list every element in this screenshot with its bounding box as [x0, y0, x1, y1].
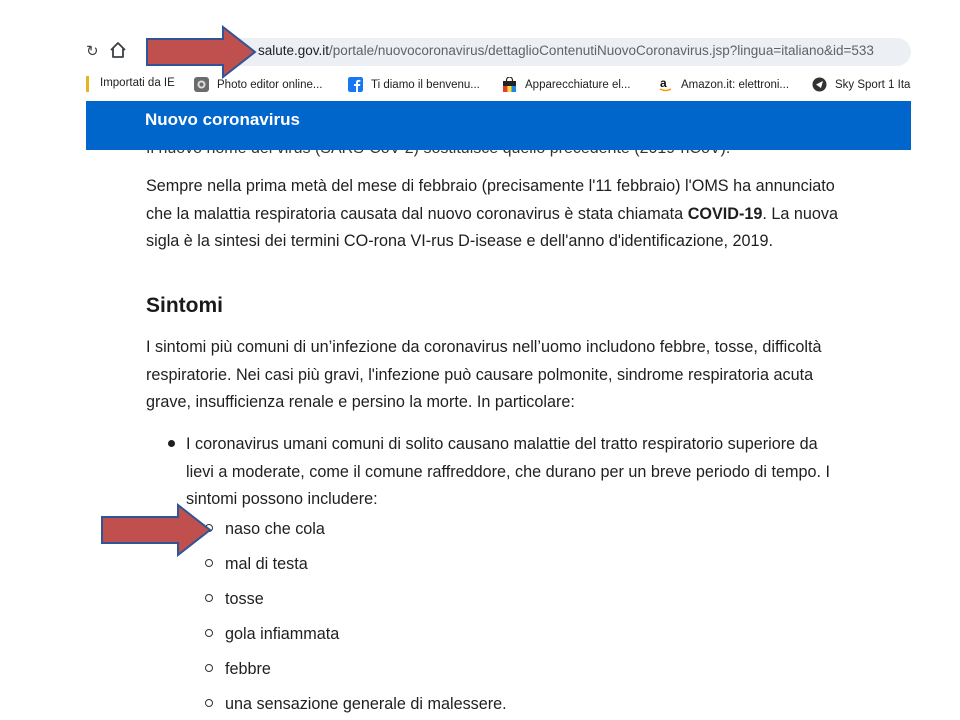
url-text[interactable] [258, 43, 908, 58]
annotation-arrow-url [145, 25, 257, 79]
paragraph-text: . La nuova sigla è la sintesi dei termini CO-rona VI-rus D-isease e dell'anno d'identificazione, 2019. [146, 204, 838, 250]
facebook-icon [348, 77, 363, 92]
circle-bullet-icon [205, 699, 213, 707]
covid-19-term: COVID-19 [687, 204, 763, 223]
symptom-label: mal di testa [225, 555, 308, 573]
circle-bullet-icon [205, 594, 213, 602]
symptom-item [205, 555, 308, 574]
bullet-icon [168, 440, 175, 447]
symptom-label: tosse [225, 590, 264, 608]
symptom-item [205, 590, 264, 609]
paragraph-text: Sempre nella prima metà del mese di febbraio (precisamente l'11 febbraio) l'OMS ha annunciato che la malattia respiratoria causata dal nuovo coronavirus è stata chiamata [146, 177, 835, 223]
bookmark-apparecchiature[interactable] [502, 77, 630, 92]
bookmark-photo-editor[interactable] [194, 77, 323, 92]
symptom-label: gola infiammata [225, 625, 340, 643]
circle-bullet-icon [205, 629, 213, 637]
amazon-icon [658, 77, 673, 92]
home-icon[interactable] [108, 40, 128, 60]
bookmark-label: Apparecchiature el... [525, 78, 631, 91]
site-title[interactable]: Nuovo coronavirus [145, 110, 300, 129]
bookmark-label: Ti diamo il benvenu... [371, 78, 480, 91]
url-bar[interactable] [146, 38, 911, 66]
url-domain: salute.gov.it [258, 43, 330, 58]
circle-bullet-icon [205, 664, 213, 672]
bookmark-label: Importati da IE [100, 77, 175, 89]
photo-editor-icon [194, 77, 209, 92]
covid-name-paragraph [146, 173, 846, 256]
symptoms-intro-paragraph: I sintomi più comuni di un’infezione da coronavirus nell’uomo includono febbre, tosse, difficoltà respiratorie. Nei casi più gravi, l'infezione può causare polmonite, sindrome respiratoria acuta grave, insufficienza renale e persino la morte. In particolare: [146, 338, 822, 411]
bookmark-label: Amazon.it: elettroni... [681, 78, 790, 91]
annotation-arrow-symptom [100, 503, 212, 557]
url-path: /portale/nuovocoronavirus/dettaglioContenutiNuovoCoronavirus.jsp?lingua=italiano&id=533 [329, 43, 874, 58]
bookmark-label: Photo editor online... [217, 78, 323, 91]
section-heading: Sintomi [146, 294, 223, 317]
symptom-label: naso che cola [225, 520, 325, 538]
symptom-item [205, 625, 339, 644]
bullet-item: I coronavirus umani comuni di solito causano malattie del tratto respiratorio superiore da lievi a moderate, come il comune raffreddore, che durano per un breve periodo di tempo. I sintomi possono includere: [186, 435, 830, 508]
shopping-bag-icon [502, 77, 517, 92]
bookmark-label: Sky Sport 1 Ita [835, 78, 911, 91]
symptom-item [205, 660, 271, 679]
reload-icon[interactable]: ↻ [86, 43, 99, 60]
sky-sport-icon [812, 77, 827, 92]
bookmark-amazon[interactable] [658, 77, 789, 92]
bookmark-sky-sport[interactable] [812, 77, 910, 92]
bookmark-facebook[interactable] [348, 77, 480, 92]
circle-bullet-icon [205, 559, 213, 567]
symptom-label: febbre [225, 660, 271, 678]
site-header [86, 101, 911, 150]
symptom-item [205, 695, 507, 714]
symptom-item [205, 520, 325, 539]
folder-icon [86, 76, 89, 92]
symptom-label: una sensazione generale di malessere. [225, 695, 507, 713]
svg-text:a: a [660, 77, 667, 90]
